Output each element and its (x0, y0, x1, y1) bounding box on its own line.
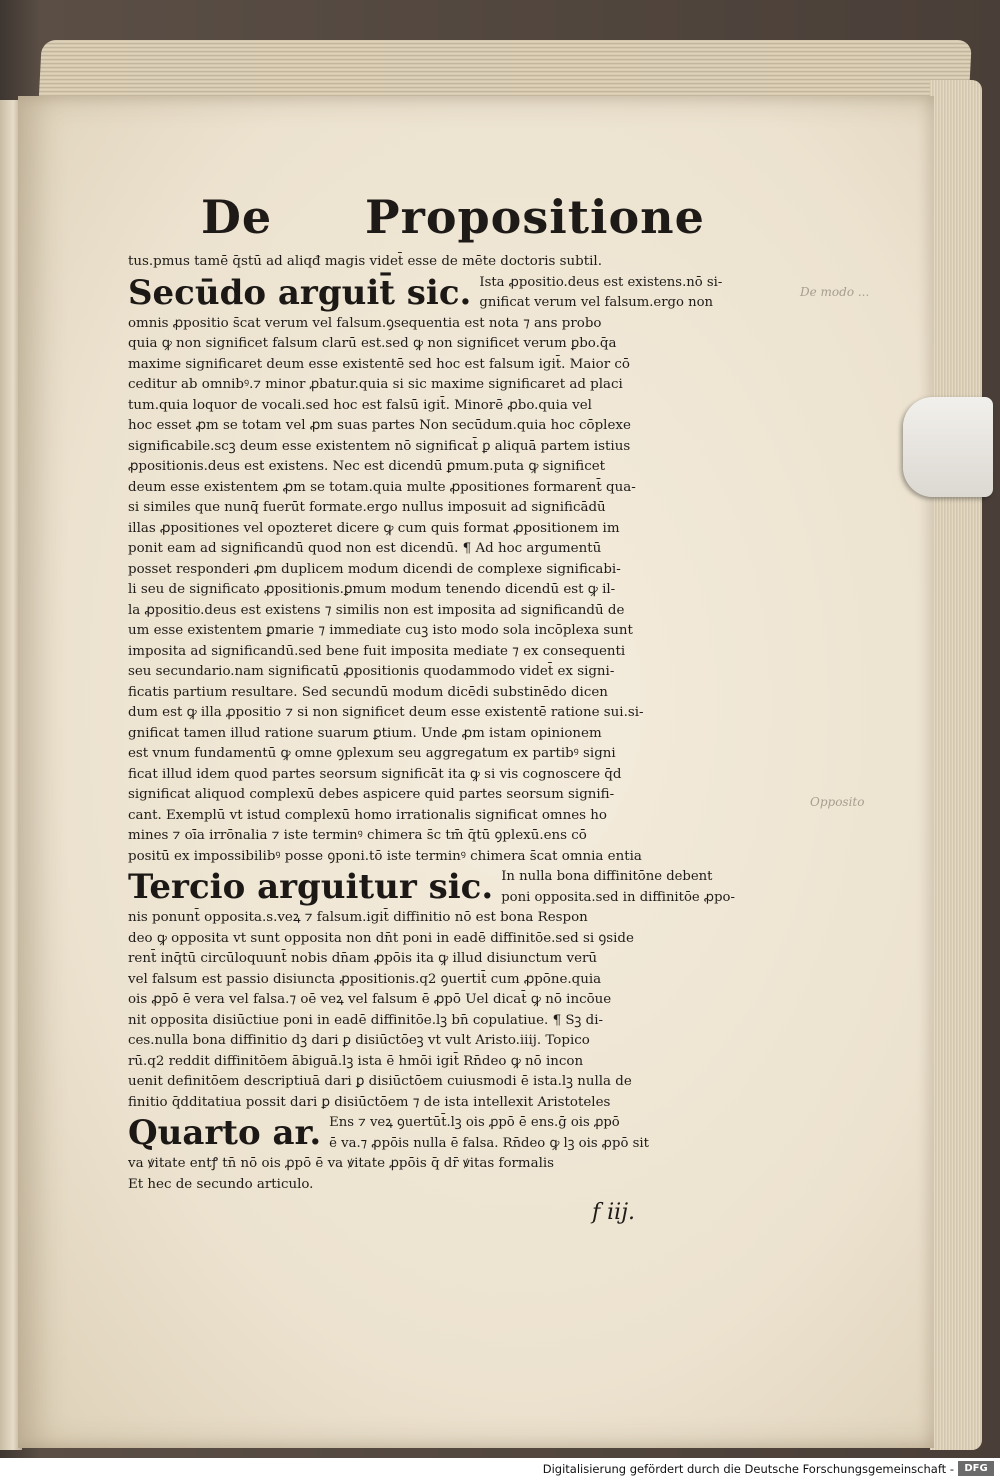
text-line: seu secundario.nam significatū ꝓpositionis quodammodo videt̄ ex signi- (128, 664, 615, 679)
secundo-paragraph-start (128, 272, 723, 314)
secundo-initial-words: Secūdo arguit̄ sic. (128, 272, 472, 313)
text-line: mines ⁊ oīa irrōnalia ⁊ iste terminꝰ chimera s̄c tm̄ q̄tū ꝯplexū.ens cō (128, 828, 587, 843)
text-line: maxime significaret deum esse existentē sed hoc est falsum igit̄. Maior cō (128, 356, 630, 372)
text-line: rū.q2 reddit diffinitōem ābiguā.lꝫ ista ē hmōi igit̄ Rn̄deo ꝙ nō incon (128, 1053, 584, 1069)
text-line: finitio q̄dditatiua possit dari ꝑ disiūctōem ⁊ de ista intellexit Aristoteles (128, 1094, 611, 1110)
right-page-edges (930, 80, 982, 1450)
text-line: tus.pmus tamē q̄stū ad aliqđ magis videt̄ esse de mēte doctoris subtil. (128, 254, 602, 269)
text-line: um esse existentem ꝑmarie ⁊ immediate cuꝫ isto modo sola incōplexa sunt (128, 623, 633, 638)
text-line: poni opposita.sed in diffinitōe ꝓpo- (501, 889, 735, 905)
text-line: hoc esset ꝓm se totam vel ꝓm suas partes Non secūdum.quia hoc cōplexe (128, 418, 631, 433)
text-line: cant. Exemplū vt istud complexū homo irrationalis significat omnes ho (128, 807, 607, 823)
heading-word-propositione: Propositione (365, 190, 705, 244)
text-line: In nulla bona diffinitōne debent (501, 869, 713, 884)
bookmark-strip (903, 397, 993, 497)
text-line: gnificat tamen illud ratione suarum ꝑtium. Unde ꝓm istam opinionem (128, 725, 602, 741)
quarto-paragraph-start (128, 1113, 713, 1154)
text-line: est vnum fundamentū ꝙ omne ꝯplexum seu aggregatum ex partibꝰ signi (128, 746, 616, 761)
text-line: va ꝟitate entꝭ tn̄ nō ois ꝓpō ē va ꝟitate ꝓpōis q̄ dr̄ ꝟitas formalis (128, 1156, 555, 1171)
folio-signature: f iij. (592, 1200, 636, 1225)
text-line: li seu de significato ꝓpositionis.ꝑmum modum tenendo dicendū est ꝙ il- (128, 582, 616, 597)
heading-word-de: De (201, 190, 273, 244)
text-line: ceditur ab omnibꝰ.⁊ minor ꝓbatur.quia si sic maxime significaret ad placi (128, 377, 623, 392)
text-line: ē va.⁊ ꝓpōis nulla ē falsa. Rn̄deo ꝙ lꝫ ois ꝓpō sit (329, 1135, 649, 1151)
text-line: Et hec de secundo articulo. (128, 1176, 314, 1192)
dfg-logo: DFG (958, 1461, 994, 1476)
bleed-through-text-1: De modo ... (800, 285, 870, 299)
text-line: ponit eam ad significandū quod non est dicendū. ¶ Ad hoc argumentū (128, 541, 602, 556)
text-line: la ꝓpositio.deus est existens ⁊ similis non est imposita ad significandū de (128, 602, 625, 618)
footer-credit: Digitalisierung gefördert durch die Deutsche Forschungsgemeinschaft - (542, 1462, 954, 1476)
text-line: nis ponunt̄ opposita.s.veꝝ ⁊ falsum.igit̄ diffinitio nō est bona Respon (128, 910, 588, 925)
text-line: omnis ꝓpositio s̄cat verum vel falsum.ꝯsequentia est nota ⁊ ans probo (128, 315, 602, 331)
text-line: Ista ꝓpositio.deus est existens.nō si- (479, 274, 723, 290)
footer-bar (0, 1458, 1000, 1480)
text-line: quia ꝙ non significet falsum clarū est.sed ꝙ non significet verum ꝑbo.q̄a (128, 336, 617, 351)
text-line: dum est ꝙ illa ꝓpositio ⁊ si non significet deum esse existentē ratione sui.si- (128, 705, 644, 720)
text-line: deum esse existentem ꝓm se totam.quia multe ꝓpositiones formarent̄ qua- (128, 479, 636, 495)
tercio-initial-words: Tercio arguitur sic. (128, 867, 494, 907)
text-line: Ens ⁊ veꝝ ꝯuertūt̄.lꝫ ois ꝓpō ē ens.ḡ ois ꝓpō (329, 1115, 620, 1130)
text-line: ꝓpositionis.deus est existens. Nec est dicendū ꝑmum.puta ꝙ significet (128, 459, 606, 474)
text-line: gnificat verum vel falsum.ergo non (479, 295, 714, 310)
text-line: significat aliquod complexū debes aspicere quid partes seorsum signifi- (128, 787, 615, 802)
text-line: significabile.scꝫ deum esse existentem nō significat̄ ꝑ aliquā partem istius (128, 438, 631, 454)
text-line: ois ꝓpō ē vera vel falsa.⁊ oē veꝝ vel falsum ē ꝓpō Uel dicat̄ ꝙ nō incōue (128, 992, 612, 1007)
page-heading (195, 190, 705, 250)
text-line: illas ꝓpositiones vel opozteret dicere ꝙ cum quis format ꝓpositionem im (128, 520, 620, 536)
text-line: positū ex impossibilibꝰ posse ꝯponi.tō iste terminꝰ chimera s̄cat omnia entia (128, 848, 642, 864)
text-line: ces.nulla bona diffinitio dꝫ dari ꝑ disiūctōeꝫ vt vult Aristo.iiij. Topico (128, 1033, 590, 1048)
text-line: vel falsum est passio disiuncta ꝓpositionis.q2 ꝯuertit̄ cum ꝓpōne.quia (128, 971, 602, 987)
text-line: ficatis partium resultare. Sed secundū modum dicēdi substinēdo dicen (128, 684, 608, 700)
quarto-initial-words: Quarto ar. (128, 1113, 322, 1153)
text-line: ficat illud idem quod partes seorsum significāt ita ꝙ si vis cognoscere q̄d (128, 766, 622, 782)
text-line: posset responderi ꝓm duplicem modum dicendi de complexe significabi- (128, 561, 621, 577)
tercio-paragraph-start (128, 867, 735, 908)
text-line: si similes que nunq̄ fuerūt formate.ergo nullus imposuit ad significādū (128, 500, 606, 515)
text-line: uenit definitōem descriptiuā dari ꝑ disiūctōem cuiusmodi ē ista.lꝫ nulla de (128, 1074, 632, 1089)
text-line: rent̄ inq̄tū circūloquunt̄ nobis dn̄am ꝓpōis ita ꝙ illud disiunctum verū (128, 951, 598, 966)
text-line: deo ꝙ opposita vt sunt opposita non dn̄t poni in eadē diffinitōe.sed si ꝯside (128, 930, 634, 946)
text-line: imposita ad significandū.sed bene fuit imposita mediate ⁊ ex consequenti (128, 643, 626, 659)
text-line: nit opposita disiūctiue poni in eadē diffinitōe.lꝫ bn̄ copulatiue. ¶ Sꝫ di- (128, 1012, 604, 1028)
main-text-block (128, 252, 735, 1195)
bleed-through-text-2: Opposito (810, 795, 865, 809)
text-line: tum.quia loquor de vocali.sed hoc est falsū igit̄. Minorē ꝓbo.quia vel (128, 397, 592, 413)
